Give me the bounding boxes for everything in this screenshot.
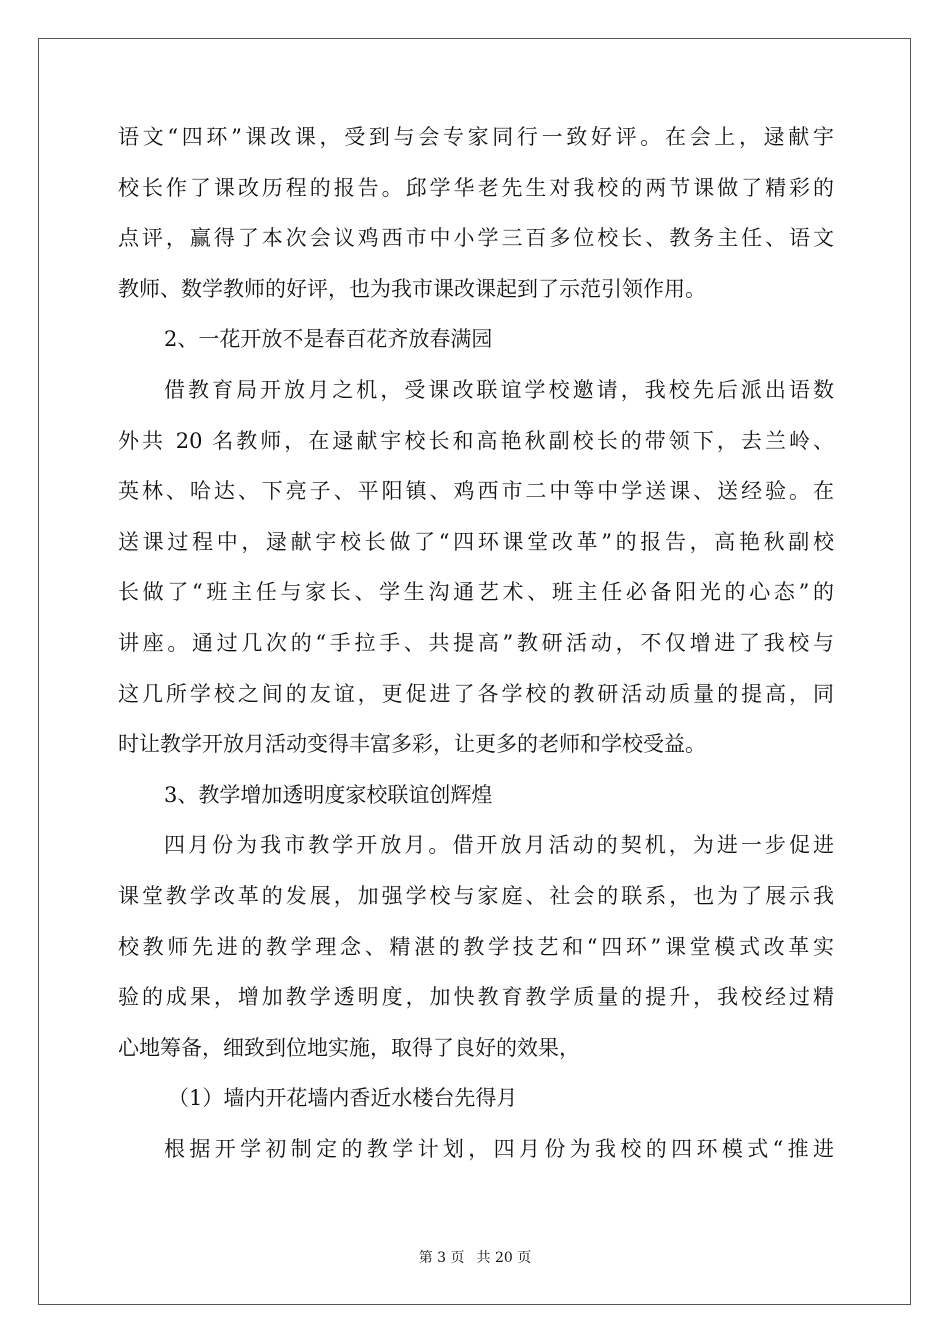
- paragraph-line: 验的成果，增加教学透明度，加快教育教学质量的提升，我校经过精: [118, 985, 834, 1010]
- paragraph-line: 校长作了课改历程的报告。邱学华老先生对我校的两节课做了精彩的: [118, 175, 834, 200]
- paragraph-line: 外共 20 名教师，在逯献宇校长和高艳秋副校长的带领下，去兰岭、: [118, 428, 834, 453]
- paragraph-line: 心地筹备，细致到位地实施，取得了良好的效果，: [118, 1035, 580, 1060]
- page-footer: [0, 1247, 950, 1267]
- paragraph-line: 送课过程中，逯献宇校长做了“四环课堂改革”的报告，高艳秋副校: [118, 529, 834, 554]
- paragraph-line: 借教育局开放月之机，受课改联谊学校邀请，我校先后派出语数: [164, 377, 834, 402]
- section-heading: 2、一花开放不是春百花齐放春满园: [164, 327, 493, 352]
- page-number: 第 3 页: [418, 1250, 465, 1266]
- paragraph-line: 点评，赢得了本次会议鸡西市中小学三百多位校长、教务主任、语文: [118, 226, 834, 251]
- paragraph-line: 根据开学初制定的教学计划，四月份为我校的四环模式“推进: [164, 1136, 834, 1161]
- paragraph-line: 教师、数学教师的好评，也为我市课改课起到了示范引领作用。: [118, 276, 706, 301]
- document-body: [118, 124, 834, 1186]
- paragraph-line: 四月份为我市教学开放月。借开放月活动的契机，为进一步促进: [164, 833, 834, 858]
- paragraph-line: 这几所学校之间的友谊，更促进了各学校的教研活动质量的提高，同: [118, 681, 834, 706]
- page-total: 共 20 页: [476, 1250, 532, 1266]
- section-heading: 3、教学增加透明度家校联谊创辉煌: [164, 782, 493, 807]
- paragraph-line: 长做了“班主任与家长、学生沟通艺术、班主任必备阳光的心态”的: [118, 580, 834, 605]
- paragraph-line: 校教师先进的教学理念、精湛的教学技艺和“四环”课堂模式改革实: [118, 934, 834, 959]
- paragraph-line: 英林、哈达、下亮子、平阳镇、鸡西市二中等中学送课、送经验。在: [118, 479, 834, 504]
- paragraph-line: 时让教学开放月活动变得丰富多彩，让更多的老师和学校受益。: [118, 732, 706, 757]
- subsection-heading: （1）墙内开花墙内香近水楼台先得月: [168, 1086, 518, 1111]
- paragraph-line: 课堂教学改革的发展，加强学校与家庭、社会的联系，也为了展示我: [118, 883, 834, 908]
- paragraph-line: 讲座。通过几次的“手拉手、共提高”教研活动，不仅增进了我校与: [118, 630, 834, 655]
- paragraph-line: 语文“四环”课改课，受到与会专家同行一致好评。在会上，逯献宇: [118, 125, 834, 149]
